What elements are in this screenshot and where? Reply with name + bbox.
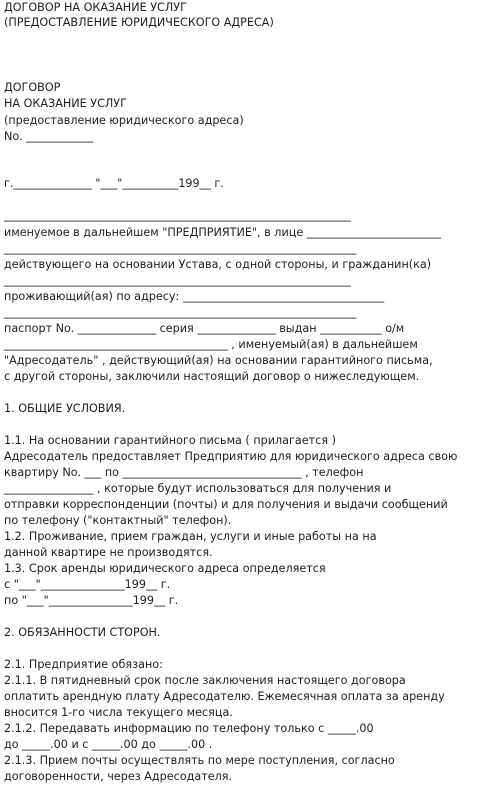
clause-line: квартиру No. ___ по ________________________________ , телефон <box>4 466 364 479</box>
contract-title: ДОГОВОР <box>4 81 61 94</box>
clause-line: оплатить арендную плату Адресодателю. Ежемесячная оплата за аренду <box>4 690 445 703</box>
contract-subtitle: НА ОКАЗАНИЕ УСЛУГ <box>4 97 127 110</box>
clause-line: 1.1. На основании гарантийного письма ( прилагается ) <box>4 434 336 447</box>
clause-line: 2.1.1. В пятидневный срок после заключения настоящего договора <box>4 674 406 687</box>
clause-line: 1.3. Срок аренды юридического адреса определяется <box>4 562 326 575</box>
text-line: ______________________________________________________________ <box>4 274 351 287</box>
text-line: с другой стороны, заключили настоящий договор о нижеследующем. <box>4 370 420 383</box>
text-line: _______________________________________________________________ <box>4 242 357 255</box>
text-line: ________________________________________ , именуемый(ая) в дальнейшем <box>4 338 418 351</box>
clause-line: отправки корреспонденции (почты) и для получения и выдачи сообщений <box>4 498 448 511</box>
clause-line: ________________ , которые будут использоваться для получения и <box>4 482 392 495</box>
text-line: "Адресодатель" , действующий(ая) на основании гарантийного письма, <box>4 354 433 367</box>
text-line: именуемое в дальнейшем "ПРЕДПРИЯТИЕ", в лице ________________________ <box>4 226 442 239</box>
text-line: проживающий(ая) по адресу: ____________________________________ <box>4 290 385 303</box>
text-line: ______________________________________________________________ <box>4 209 351 222</box>
clause-line: Адресодатель предоставляет Предприятию для юридического адреса свою <box>4 450 458 463</box>
clause-line: 2.1.3. Прием почты осуществлять по мере поступления, согласно <box>4 754 395 767</box>
text-line: действующего на основании Устава, с одной стороны, и гражданин(ка) <box>4 258 432 271</box>
contract-purpose: (предоставление юридического адреса) <box>4 114 244 127</box>
clause-line: 2.1.2. Передавать информацию по телефону только с _____.00 <box>4 722 374 735</box>
doc-heading-line-1: ДОГОВОР НА ОКАЗАНИЕ УСЛУГ <box>4 1 187 14</box>
clause-line: до _____.00 и с _____.00 до _____.00 . <box>4 738 213 751</box>
contract-number: No. ____________ <box>4 130 94 143</box>
doc-heading-line-2: (ПРЕДОСТАВЛЕНИЕ ЮРИДИЧЕСКОГО АДРЕСА) <box>4 16 274 29</box>
clause-line: 2.1. Предприятие обязано: <box>4 658 163 671</box>
text-line: паспорт No. ______________ серия ______________ выдан ___________ о/м <box>4 322 405 335</box>
place-date-line: г.______________ "___"__________199__ г. <box>4 177 224 190</box>
section-heading-general: 1. ОБЩИЕ УСЛОВИЯ. <box>4 402 126 415</box>
clause-line: 1.2. Проживание, прием граждан, услуги и иные работы на на <box>4 530 377 543</box>
text-line: _______________________________________________________________ <box>4 306 357 319</box>
clause-line: с "___"_______________199__ г. <box>4 578 171 591</box>
clause-line: договоренности, через Адресодателя. <box>4 770 233 783</box>
clause-line: по телефону ("контактный" телефон). <box>4 514 232 527</box>
clause-line: вносится 1-го числа текущего месяца. <box>4 706 233 719</box>
clause-line: данной квартире не производятся. <box>4 546 213 559</box>
section-heading-obligations: 2. ОБЯЗАННОСТИ СТОРОН. <box>4 626 161 639</box>
clause-line: по "___"_______________199__ г. <box>4 594 179 607</box>
